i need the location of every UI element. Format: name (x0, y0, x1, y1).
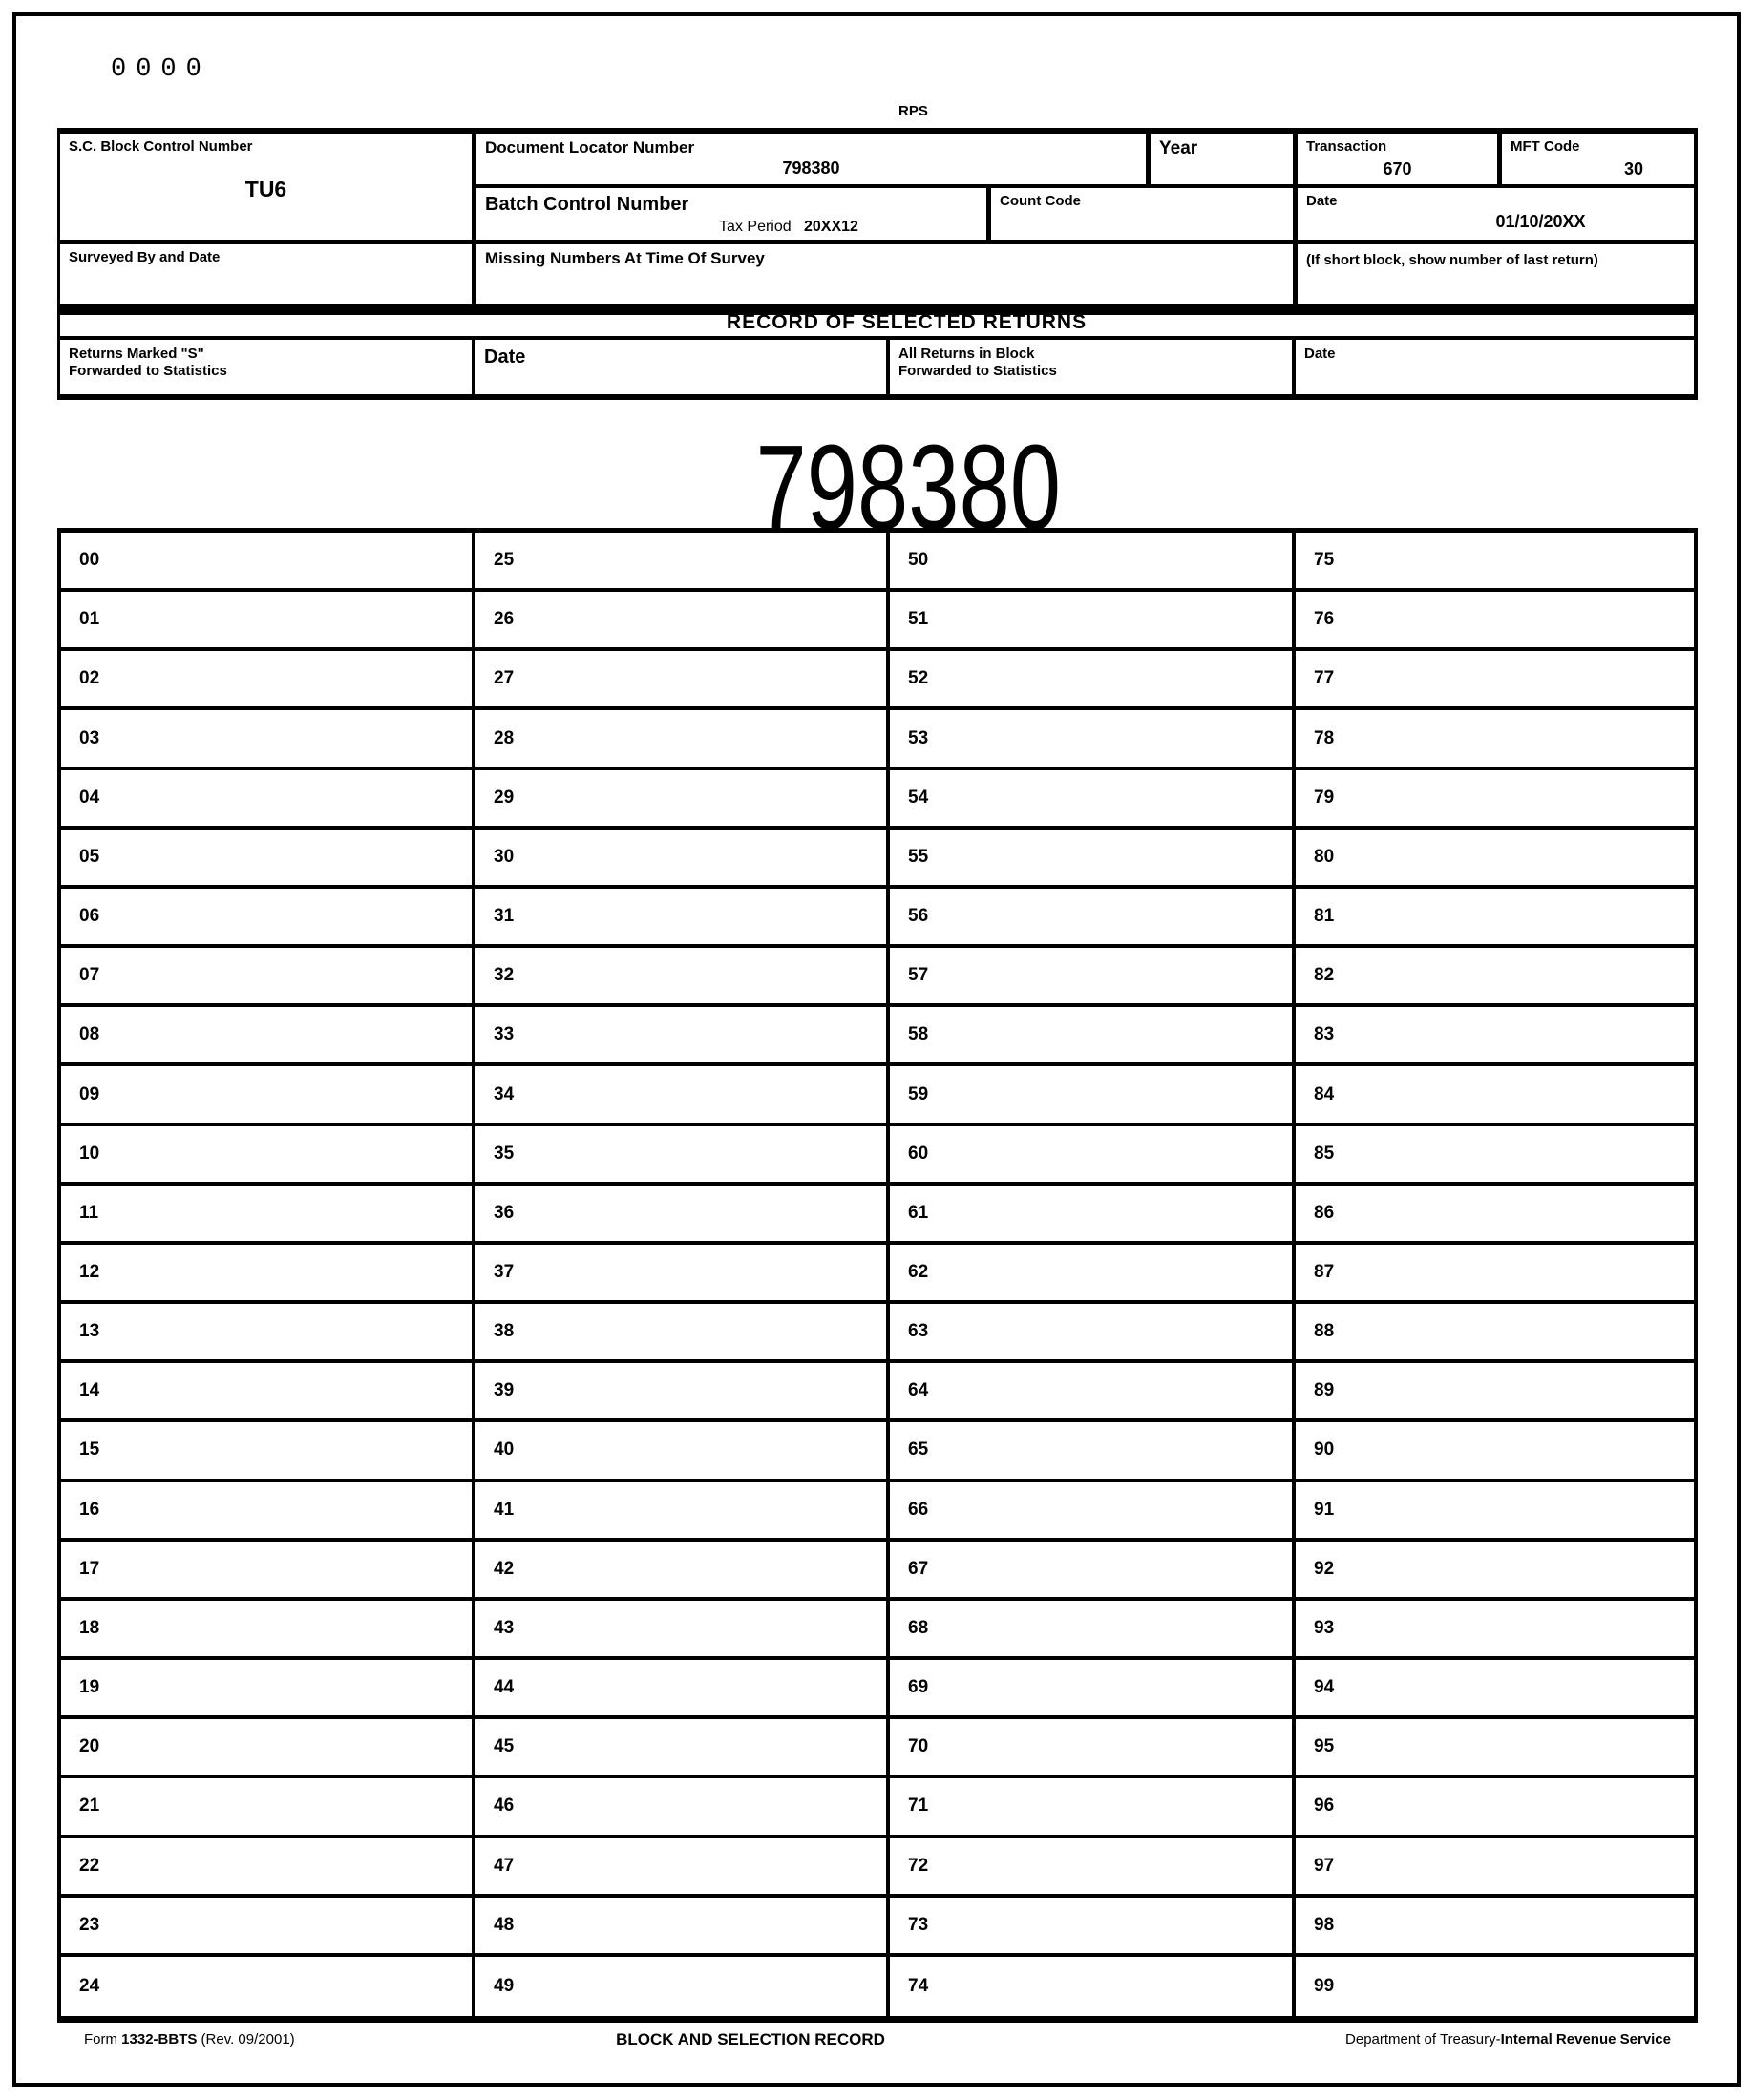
grid-cell-98: 98 (1292, 1898, 1698, 1957)
mft-code-label: MFT Code (1511, 138, 1580, 155)
selected-returns-row (57, 340, 1698, 400)
tax-period-value: 20XX12 (804, 219, 858, 235)
grid-cell-09: 09 (57, 1066, 472, 1125)
grid-cell-21: 21 (57, 1778, 472, 1838)
grid-cell-97: 97 (1292, 1838, 1698, 1898)
field-returns-marked-s (57, 340, 472, 394)
record-of-selected-returns-title: RECORD OF SELECTED RETURNS (57, 304, 1698, 340)
agency-name (1345, 2031, 1671, 2048)
grid-cell-80: 80 (1292, 830, 1698, 889)
grid-cell-11: 11 (57, 1186, 472, 1245)
grid-cell-47: 47 (472, 1838, 886, 1898)
field-sc-block-control-number (57, 134, 472, 244)
grid-cell-35: 35 (472, 1126, 886, 1186)
grid-cell-92: 92 (1292, 1542, 1698, 1601)
agency-prefix: Department of Treasury- (1345, 2031, 1501, 2048)
grid-cell-34: 34 (472, 1066, 886, 1125)
return-number-grid (57, 528, 1698, 2016)
grid-cell-05: 05 (57, 830, 472, 889)
grid-cell-91: 91 (1292, 1482, 1698, 1542)
grid-cell-51: 51 (886, 592, 1292, 651)
tax-period-label: Tax Period (719, 219, 792, 235)
form-title: BLOCK AND SELECTION RECORD (616, 2030, 885, 2048)
grid-cell-69: 69 (886, 1660, 1292, 1719)
grid-cell-72: 72 (886, 1838, 1292, 1898)
grid-cell-94: 94 (1292, 1660, 1698, 1719)
grid-cell-54: 54 (886, 770, 1292, 830)
agency-bold: Internal Revenue Service (1500, 2031, 1671, 2048)
grid-cell-99: 99 (1292, 1957, 1698, 2016)
field-count-code (986, 188, 1293, 244)
grid-cell-85: 85 (1292, 1126, 1698, 1186)
block-number-value: 798380 (755, 420, 1062, 555)
grid-cell-55: 55 (886, 830, 1292, 889)
year-label: Year (1159, 138, 1198, 158)
grid-cell-19: 19 (57, 1660, 472, 1719)
grid-cell-45: 45 (472, 1719, 886, 1778)
grid-cell-31: 31 (472, 889, 886, 948)
grid-cell-76: 76 (1292, 592, 1698, 651)
field-date-marked (472, 340, 886, 394)
grid-cell-61: 61 (886, 1186, 1292, 1245)
grid-cell-71: 71 (886, 1778, 1292, 1838)
grid-cell-17: 17 (57, 1542, 472, 1601)
grid-cell-14: 14 (57, 1363, 472, 1422)
grid-cell-12: 12 (57, 1245, 472, 1304)
grid-cell-33: 33 (472, 1007, 886, 1066)
field-date (1293, 188, 1698, 244)
grid-cell-16: 16 (57, 1482, 472, 1542)
grid-cell-63: 63 (886, 1304, 1292, 1363)
field-batch-control-number (472, 188, 986, 244)
dln-value: 798380 (782, 158, 840, 178)
grid-cell-81: 81 (1292, 889, 1698, 948)
grid-cell-26: 26 (472, 592, 886, 651)
field-surveyed-by-and-date (57, 244, 472, 309)
form-prefix: Form (84, 2031, 122, 2048)
grid-cell-96: 96 (1292, 1778, 1698, 1838)
grid-cell-29: 29 (472, 770, 886, 830)
grid-cell-79: 79 (1292, 770, 1698, 830)
grid-cell-90: 90 (1292, 1422, 1698, 1481)
grid-cell-20: 20 (57, 1719, 472, 1778)
field-date-all-returns (1292, 340, 1698, 394)
grid-cell-95: 95 (1292, 1719, 1698, 1778)
grid-cell-01: 01 (57, 592, 472, 651)
grid-cell-56: 56 (886, 889, 1292, 948)
grid-cell-41: 41 (472, 1482, 886, 1542)
grid-cell-62: 62 (886, 1245, 1292, 1304)
footer-divider (57, 2016, 1698, 2023)
field-short-block-note (1293, 244, 1698, 309)
grid-cell-58: 58 (886, 1007, 1292, 1066)
grid-cell-87: 87 (1292, 1245, 1698, 1304)
grid-cell-06: 06 (57, 889, 472, 948)
grid-cell-42: 42 (472, 1542, 886, 1601)
grid-cell-83: 83 (1292, 1007, 1698, 1066)
grid-cell-49: 49 (472, 1957, 886, 2016)
form-revision: (Rev. 09/2001) (197, 2031, 295, 2048)
field-transaction (1293, 134, 1497, 188)
grid-cell-08: 08 (57, 1007, 472, 1066)
grid-cell-18: 18 (57, 1601, 472, 1660)
grid-cell-43: 43 (472, 1601, 886, 1660)
grid-cell-48: 48 (472, 1898, 886, 1957)
grid-cell-25: 25 (472, 533, 886, 592)
grid-cell-15: 15 (57, 1422, 472, 1481)
missing-numbers-label: Missing Numbers At Time Of Survey (485, 249, 765, 267)
grid-cell-88: 88 (1292, 1304, 1698, 1363)
grid-cell-00: 00 (57, 533, 472, 592)
grid-cell-86: 86 (1292, 1186, 1698, 1245)
grid-cell-52: 52 (886, 651, 1292, 710)
grid-cell-36: 36 (472, 1186, 886, 1245)
grid-cell-57: 57 (886, 948, 1292, 1007)
grid-cell-27: 27 (472, 651, 886, 710)
date-label: Date (1306, 193, 1338, 209)
grid-cell-59: 59 (886, 1066, 1292, 1125)
grid-cell-40: 40 (472, 1422, 886, 1481)
returns-marked-line2: Forwarded to Statistics (69, 363, 227, 379)
grid-cell-22: 22 (57, 1838, 472, 1898)
sc-block-value: TU6 (244, 177, 287, 201)
header-table (57, 128, 1698, 315)
surveyed-label: Surveyed By and Date (69, 249, 221, 265)
short-block-label: (If short block, show number of last return) (1306, 252, 1598, 268)
grid-cell-68: 68 (886, 1601, 1292, 1660)
grid-cell-78: 78 (1292, 710, 1698, 769)
grid-cell-03: 03 (57, 710, 472, 769)
grid-cell-28: 28 (472, 710, 886, 769)
grid-cell-70: 70 (886, 1719, 1292, 1778)
grid-cell-46: 46 (472, 1778, 886, 1838)
sc-block-label: S.C. Block Control Number (69, 138, 253, 155)
grid-cell-23: 23 (57, 1898, 472, 1957)
field-mft-code (1497, 134, 1698, 188)
date-marked-label: Date (484, 346, 526, 368)
grid-cell-74: 74 (886, 1957, 1292, 2016)
grid-cell-84: 84 (1292, 1066, 1698, 1125)
grid-cell-50: 50 (886, 533, 1292, 592)
grid-cell-44: 44 (472, 1660, 886, 1719)
batch-control-label: Batch Control Number (485, 194, 689, 215)
grid-cell-13: 13 (57, 1304, 472, 1363)
date-all-returns-label: Date (1304, 346, 1336, 362)
rps-label: RPS (898, 103, 928, 119)
form-number: 1332-BBTS (121, 2031, 198, 2048)
grid-cell-39: 39 (472, 1363, 886, 1422)
tax-period (485, 219, 978, 236)
grid-cell-89: 89 (1292, 1363, 1698, 1422)
block-header-code: 0000 (111, 55, 211, 84)
grid-cell-04: 04 (57, 770, 472, 830)
grid-cell-30: 30 (472, 830, 886, 889)
transaction-value: 670 (1383, 159, 1412, 178)
grid-cell-53: 53 (886, 710, 1292, 769)
grid-cell-65: 65 (886, 1422, 1292, 1481)
field-all-returns-in-block (886, 340, 1292, 394)
grid-cell-93: 93 (1292, 1601, 1698, 1660)
field-document-locator-number (472, 134, 1146, 188)
form-identifier (84, 2031, 295, 2048)
all-returns-line1: All Returns in Block (898, 346, 1035, 362)
grid-cell-66: 66 (886, 1482, 1292, 1542)
field-missing-numbers (472, 244, 1293, 309)
grid-cell-10: 10 (57, 1126, 472, 1186)
returns-marked-line1: Returns Marked "S" (69, 346, 204, 362)
grid-cell-07: 07 (57, 948, 472, 1007)
transaction-label: Transaction (1306, 138, 1387, 155)
grid-cell-77: 77 (1292, 651, 1698, 710)
grid-cell-67: 67 (886, 1542, 1292, 1601)
grid-cell-38: 38 (472, 1304, 886, 1363)
dln-label: Document Locator Number (485, 138, 695, 157)
mft-code-value: 30 (1623, 159, 1643, 178)
grid-cell-32: 32 (472, 948, 886, 1007)
grid-cell-73: 73 (886, 1898, 1292, 1957)
grid-cell-02: 02 (57, 651, 472, 710)
grid-cell-64: 64 (886, 1363, 1292, 1422)
grid-cell-75: 75 (1292, 533, 1698, 592)
date-value: 01/10/20XX (1495, 212, 1586, 231)
grid-cell-60: 60 (886, 1126, 1292, 1186)
grid-cell-37: 37 (472, 1245, 886, 1304)
grid-cell-24: 24 (57, 1957, 472, 2016)
count-code-label: Count Code (1000, 193, 1081, 209)
field-year (1146, 134, 1293, 188)
grid-cell-82: 82 (1292, 948, 1698, 1007)
all-returns-line2: Forwarded to Statistics (898, 363, 1057, 379)
